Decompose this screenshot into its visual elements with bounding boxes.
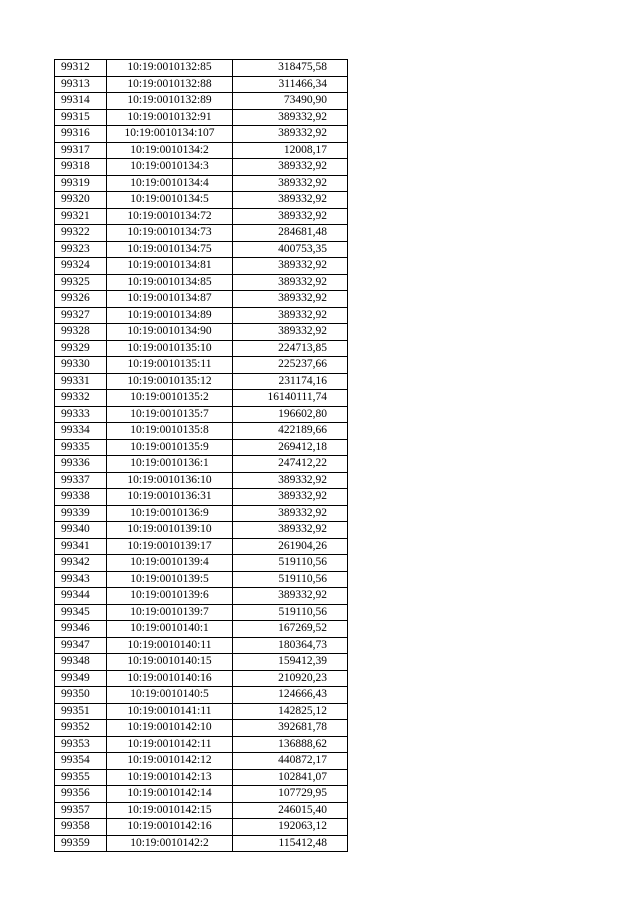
row-number-cell: 99340 xyxy=(55,522,107,539)
cadastral-number-cell: 10:19:0010134:90 xyxy=(107,324,233,341)
cadastral-number-cell: 10:19:0010134:87 xyxy=(107,291,233,308)
cadastral-value-cell: 318475,58 xyxy=(233,60,348,77)
cadastral-number-cell: 10:19:0010136:1 xyxy=(107,456,233,473)
cadastral-value-cell: 247412,22 xyxy=(233,456,348,473)
table-row xyxy=(55,126,348,143)
row-number-cell: 99345 xyxy=(55,604,107,621)
cadastral-number-cell: 10:19:0010142:16 xyxy=(107,819,233,836)
cadastral-number-cell: 10:19:0010134:73 xyxy=(107,225,233,242)
cadastral-value-cell: 124666,43 xyxy=(233,687,348,704)
cadastral-number-cell: 10:19:0010134:75 xyxy=(107,241,233,258)
cadastral-number-cell: 10:19:0010142:12 xyxy=(107,753,233,770)
cadastral-value-cell: 224713,85 xyxy=(233,340,348,357)
table-row xyxy=(55,258,348,275)
cadastral-value-cell: 115412,48 xyxy=(233,835,348,852)
cadastral-value-cell: 392681,78 xyxy=(233,720,348,737)
row-number-cell: 99330 xyxy=(55,357,107,374)
table-row xyxy=(55,604,348,621)
cadastral-value-cell: 107729,95 xyxy=(233,786,348,803)
table-row xyxy=(55,819,348,836)
cadastral-number-cell: 10:19:0010140:16 xyxy=(107,670,233,687)
row-number-cell: 99343 xyxy=(55,571,107,588)
cadastral-value-cell: 519110,56 xyxy=(233,571,348,588)
cadastral-value-cell: 284681,48 xyxy=(233,225,348,242)
cadastral-value-cell: 389332,92 xyxy=(233,324,348,341)
cadastral-value-cell: 192063,12 xyxy=(233,819,348,836)
row-number-cell: 99319 xyxy=(55,175,107,192)
cadastral-value-cell: 389332,92 xyxy=(233,291,348,308)
cadastral-number-cell: 10:19:0010139:5 xyxy=(107,571,233,588)
table-row xyxy=(55,769,348,786)
table-row xyxy=(55,439,348,456)
cadastral-number-cell: 10:19:0010141:11 xyxy=(107,703,233,720)
cadastral-number-cell: 10:19:0010132:89 xyxy=(107,93,233,110)
table-row xyxy=(55,192,348,209)
cadastral-number-cell: 10:19:0010135:9 xyxy=(107,439,233,456)
cadastral-number-cell: 10:19:0010136:10 xyxy=(107,472,233,489)
cadastral-value-cell: 167269,52 xyxy=(233,621,348,638)
cadastral-value-cell: 519110,56 xyxy=(233,604,348,621)
row-number-cell: 99344 xyxy=(55,588,107,605)
table-row xyxy=(55,109,348,126)
table-row xyxy=(55,522,348,539)
cadastral-value-cell: 440872,17 xyxy=(233,753,348,770)
cadastral-number-cell: 10:19:0010142:13 xyxy=(107,769,233,786)
row-number-cell: 99313 xyxy=(55,76,107,93)
row-number-cell: 99354 xyxy=(55,753,107,770)
cadastral-number-cell: 10:19:0010140:15 xyxy=(107,654,233,671)
table-row xyxy=(55,60,348,77)
cadastral-value-cell: 389332,92 xyxy=(233,274,348,291)
cadastral-value-cell: 400753,35 xyxy=(233,241,348,258)
row-number-cell: 99333 xyxy=(55,406,107,423)
table-row xyxy=(55,225,348,242)
cadastral-number-cell: 10:19:0010135:8 xyxy=(107,423,233,440)
cadastral-number-cell: 10:19:0010135:10 xyxy=(107,340,233,357)
row-number-cell: 99355 xyxy=(55,769,107,786)
cadastral-value-cell: 389332,92 xyxy=(233,505,348,522)
table-row xyxy=(55,324,348,341)
cadastral-value-cell: 102841,07 xyxy=(233,769,348,786)
row-number-cell: 99357 xyxy=(55,802,107,819)
table-row xyxy=(55,241,348,258)
cadastral-value-cell: 389332,92 xyxy=(233,522,348,539)
cadastral-number-cell: 10:19:0010136:31 xyxy=(107,489,233,506)
table-row xyxy=(55,175,348,192)
cadastral-number-cell: 10:19:0010139:7 xyxy=(107,604,233,621)
row-number-cell: 99325 xyxy=(55,274,107,291)
cadastral-number-cell: 10:19:0010136:9 xyxy=(107,505,233,522)
row-number-cell: 99341 xyxy=(55,538,107,555)
row-number-cell: 99358 xyxy=(55,819,107,836)
cadastral-value-cell: 389332,92 xyxy=(233,159,348,176)
table-row xyxy=(55,291,348,308)
row-number-cell: 99359 xyxy=(55,835,107,852)
cadastral-value-cell: 261904,26 xyxy=(233,538,348,555)
cadastral-value-table xyxy=(54,59,348,852)
cadastral-number-cell: 10:19:0010134:107 xyxy=(107,126,233,143)
cadastral-number-cell: 10:19:0010139:17 xyxy=(107,538,233,555)
row-number-cell: 99336 xyxy=(55,456,107,473)
cadastral-value-cell: 12008,17 xyxy=(233,142,348,159)
row-number-cell: 99346 xyxy=(55,621,107,638)
row-number-cell: 99315 xyxy=(55,109,107,126)
cadastral-value-cell: 136888,62 xyxy=(233,736,348,753)
cadastral-value-cell: 389332,92 xyxy=(233,489,348,506)
cadastral-value-cell: 389332,92 xyxy=(233,192,348,209)
cadastral-value-cell: 422189,66 xyxy=(233,423,348,440)
cadastral-value-cell: 196602,80 xyxy=(233,406,348,423)
row-number-cell: 99323 xyxy=(55,241,107,258)
row-number-cell: 99350 xyxy=(55,687,107,704)
table-row xyxy=(55,571,348,588)
cadastral-number-cell: 10:19:0010132:88 xyxy=(107,76,233,93)
cadastral-number-cell: 10:19:0010134:2 xyxy=(107,142,233,159)
table-row xyxy=(55,621,348,638)
cadastral-value-cell: 225237,66 xyxy=(233,357,348,374)
table-row xyxy=(55,456,348,473)
cadastral-value-cell: 389332,92 xyxy=(233,175,348,192)
row-number-cell: 99312 xyxy=(55,60,107,77)
table-row xyxy=(55,703,348,720)
cadastral-number-cell: 10:19:0010139:6 xyxy=(107,588,233,605)
cadastral-number-cell: 10:19:0010134:5 xyxy=(107,192,233,209)
cadastral-number-cell: 10:19:0010132:91 xyxy=(107,109,233,126)
row-number-cell: 99337 xyxy=(55,472,107,489)
cadastral-value-cell: 159412,39 xyxy=(233,654,348,671)
cadastral-value-cell: 231174,16 xyxy=(233,373,348,390)
row-number-cell: 99321 xyxy=(55,208,107,225)
cadastral-number-cell: 10:19:0010134:3 xyxy=(107,159,233,176)
table-row xyxy=(55,274,348,291)
cadastral-number-cell: 10:19:0010142:14 xyxy=(107,786,233,803)
table-row xyxy=(55,357,348,374)
row-number-cell: 99322 xyxy=(55,225,107,242)
cadastral-value-cell: 389332,92 xyxy=(233,472,348,489)
cadastral-value-cell: 519110,56 xyxy=(233,555,348,572)
table-row xyxy=(55,736,348,753)
table-row xyxy=(55,208,348,225)
cadastral-number-cell: 10:19:0010140:11 xyxy=(107,637,233,654)
table-row xyxy=(55,555,348,572)
row-number-cell: 99332 xyxy=(55,390,107,407)
cadastral-value-cell: 210920,23 xyxy=(233,670,348,687)
row-number-cell: 99327 xyxy=(55,307,107,324)
table-row xyxy=(55,423,348,440)
table-row xyxy=(55,373,348,390)
cadastral-number-cell: 10:19:0010134:85 xyxy=(107,274,233,291)
table-body xyxy=(55,60,348,852)
table-row xyxy=(55,670,348,687)
cadastral-number-cell: 10:19:0010134:72 xyxy=(107,208,233,225)
cadastral-value-cell: 269412,18 xyxy=(233,439,348,456)
cadastral-number-cell: 10:19:0010139:4 xyxy=(107,555,233,572)
row-number-cell: 99320 xyxy=(55,192,107,209)
row-number-cell: 99329 xyxy=(55,340,107,357)
cadastral-number-cell: 10:19:0010134:4 xyxy=(107,175,233,192)
row-number-cell: 99339 xyxy=(55,505,107,522)
cadastral-number-cell: 10:19:0010135:12 xyxy=(107,373,233,390)
cadastral-number-cell: 10:19:0010142:2 xyxy=(107,835,233,852)
cadastral-number-cell: 10:19:0010134:81 xyxy=(107,258,233,275)
table-row xyxy=(55,406,348,423)
row-number-cell: 99326 xyxy=(55,291,107,308)
row-number-cell: 99348 xyxy=(55,654,107,671)
cadastral-value-cell: 73490,90 xyxy=(233,93,348,110)
row-number-cell: 99352 xyxy=(55,720,107,737)
table-row xyxy=(55,637,348,654)
cadastral-value-cell: 389332,92 xyxy=(233,109,348,126)
row-number-cell: 99349 xyxy=(55,670,107,687)
row-number-cell: 99353 xyxy=(55,736,107,753)
cadastral-value-cell: 142825,12 xyxy=(233,703,348,720)
table-row xyxy=(55,489,348,506)
row-number-cell: 99318 xyxy=(55,159,107,176)
table-row xyxy=(55,538,348,555)
table-row xyxy=(55,687,348,704)
table-row xyxy=(55,505,348,522)
cadastral-value-cell: 389332,92 xyxy=(233,208,348,225)
cadastral-number-cell: 10:19:0010139:10 xyxy=(107,522,233,539)
cadastral-number-cell: 10:19:0010142:10 xyxy=(107,720,233,737)
cadastral-value-cell: 389332,92 xyxy=(233,307,348,324)
cadastral-number-cell: 10:19:0010142:11 xyxy=(107,736,233,753)
table-row xyxy=(55,835,348,852)
row-number-cell: 99356 xyxy=(55,786,107,803)
row-number-cell: 99316 xyxy=(55,126,107,143)
cadastral-value-cell: 180364,73 xyxy=(233,637,348,654)
row-number-cell: 99335 xyxy=(55,439,107,456)
cadastral-value-cell: 389332,92 xyxy=(233,126,348,143)
table-row xyxy=(55,720,348,737)
row-number-cell: 99338 xyxy=(55,489,107,506)
cadastral-number-cell: 10:19:0010132:85 xyxy=(107,60,233,77)
row-number-cell: 99314 xyxy=(55,93,107,110)
cadastral-number-cell: 10:19:0010135:7 xyxy=(107,406,233,423)
table-row xyxy=(55,472,348,489)
table-row xyxy=(55,93,348,110)
table-row xyxy=(55,654,348,671)
row-number-cell: 99347 xyxy=(55,637,107,654)
table-row xyxy=(55,159,348,176)
table-row xyxy=(55,390,348,407)
cadastral-value-cell: 311466,34 xyxy=(233,76,348,93)
table-row xyxy=(55,340,348,357)
cadastral-number-cell: 10:19:0010140:5 xyxy=(107,687,233,704)
table-row xyxy=(55,753,348,770)
cadastral-number-cell: 10:19:0010142:15 xyxy=(107,802,233,819)
cadastral-value-cell: 389332,92 xyxy=(233,258,348,275)
row-number-cell: 99324 xyxy=(55,258,107,275)
row-number-cell: 99331 xyxy=(55,373,107,390)
cadastral-number-cell: 10:19:0010140:1 xyxy=(107,621,233,638)
table-row xyxy=(55,786,348,803)
table-row xyxy=(55,307,348,324)
cadastral-value-cell: 246015,40 xyxy=(233,802,348,819)
row-number-cell: 99334 xyxy=(55,423,107,440)
cadastral-number-cell: 10:19:0010135:11 xyxy=(107,357,233,374)
table-row xyxy=(55,802,348,819)
table-row xyxy=(55,588,348,605)
row-number-cell: 99342 xyxy=(55,555,107,572)
row-number-cell: 99328 xyxy=(55,324,107,341)
cadastral-value-cell: 389332,92 xyxy=(233,588,348,605)
cadastral-number-cell: 10:19:0010135:2 xyxy=(107,390,233,407)
cadastral-value-cell: 16140111,74 xyxy=(233,390,348,407)
table-row xyxy=(55,142,348,159)
table-row xyxy=(55,76,348,93)
row-number-cell: 99351 xyxy=(55,703,107,720)
cadastral-number-cell: 10:19:0010134:89 xyxy=(107,307,233,324)
row-number-cell: 99317 xyxy=(55,142,107,159)
